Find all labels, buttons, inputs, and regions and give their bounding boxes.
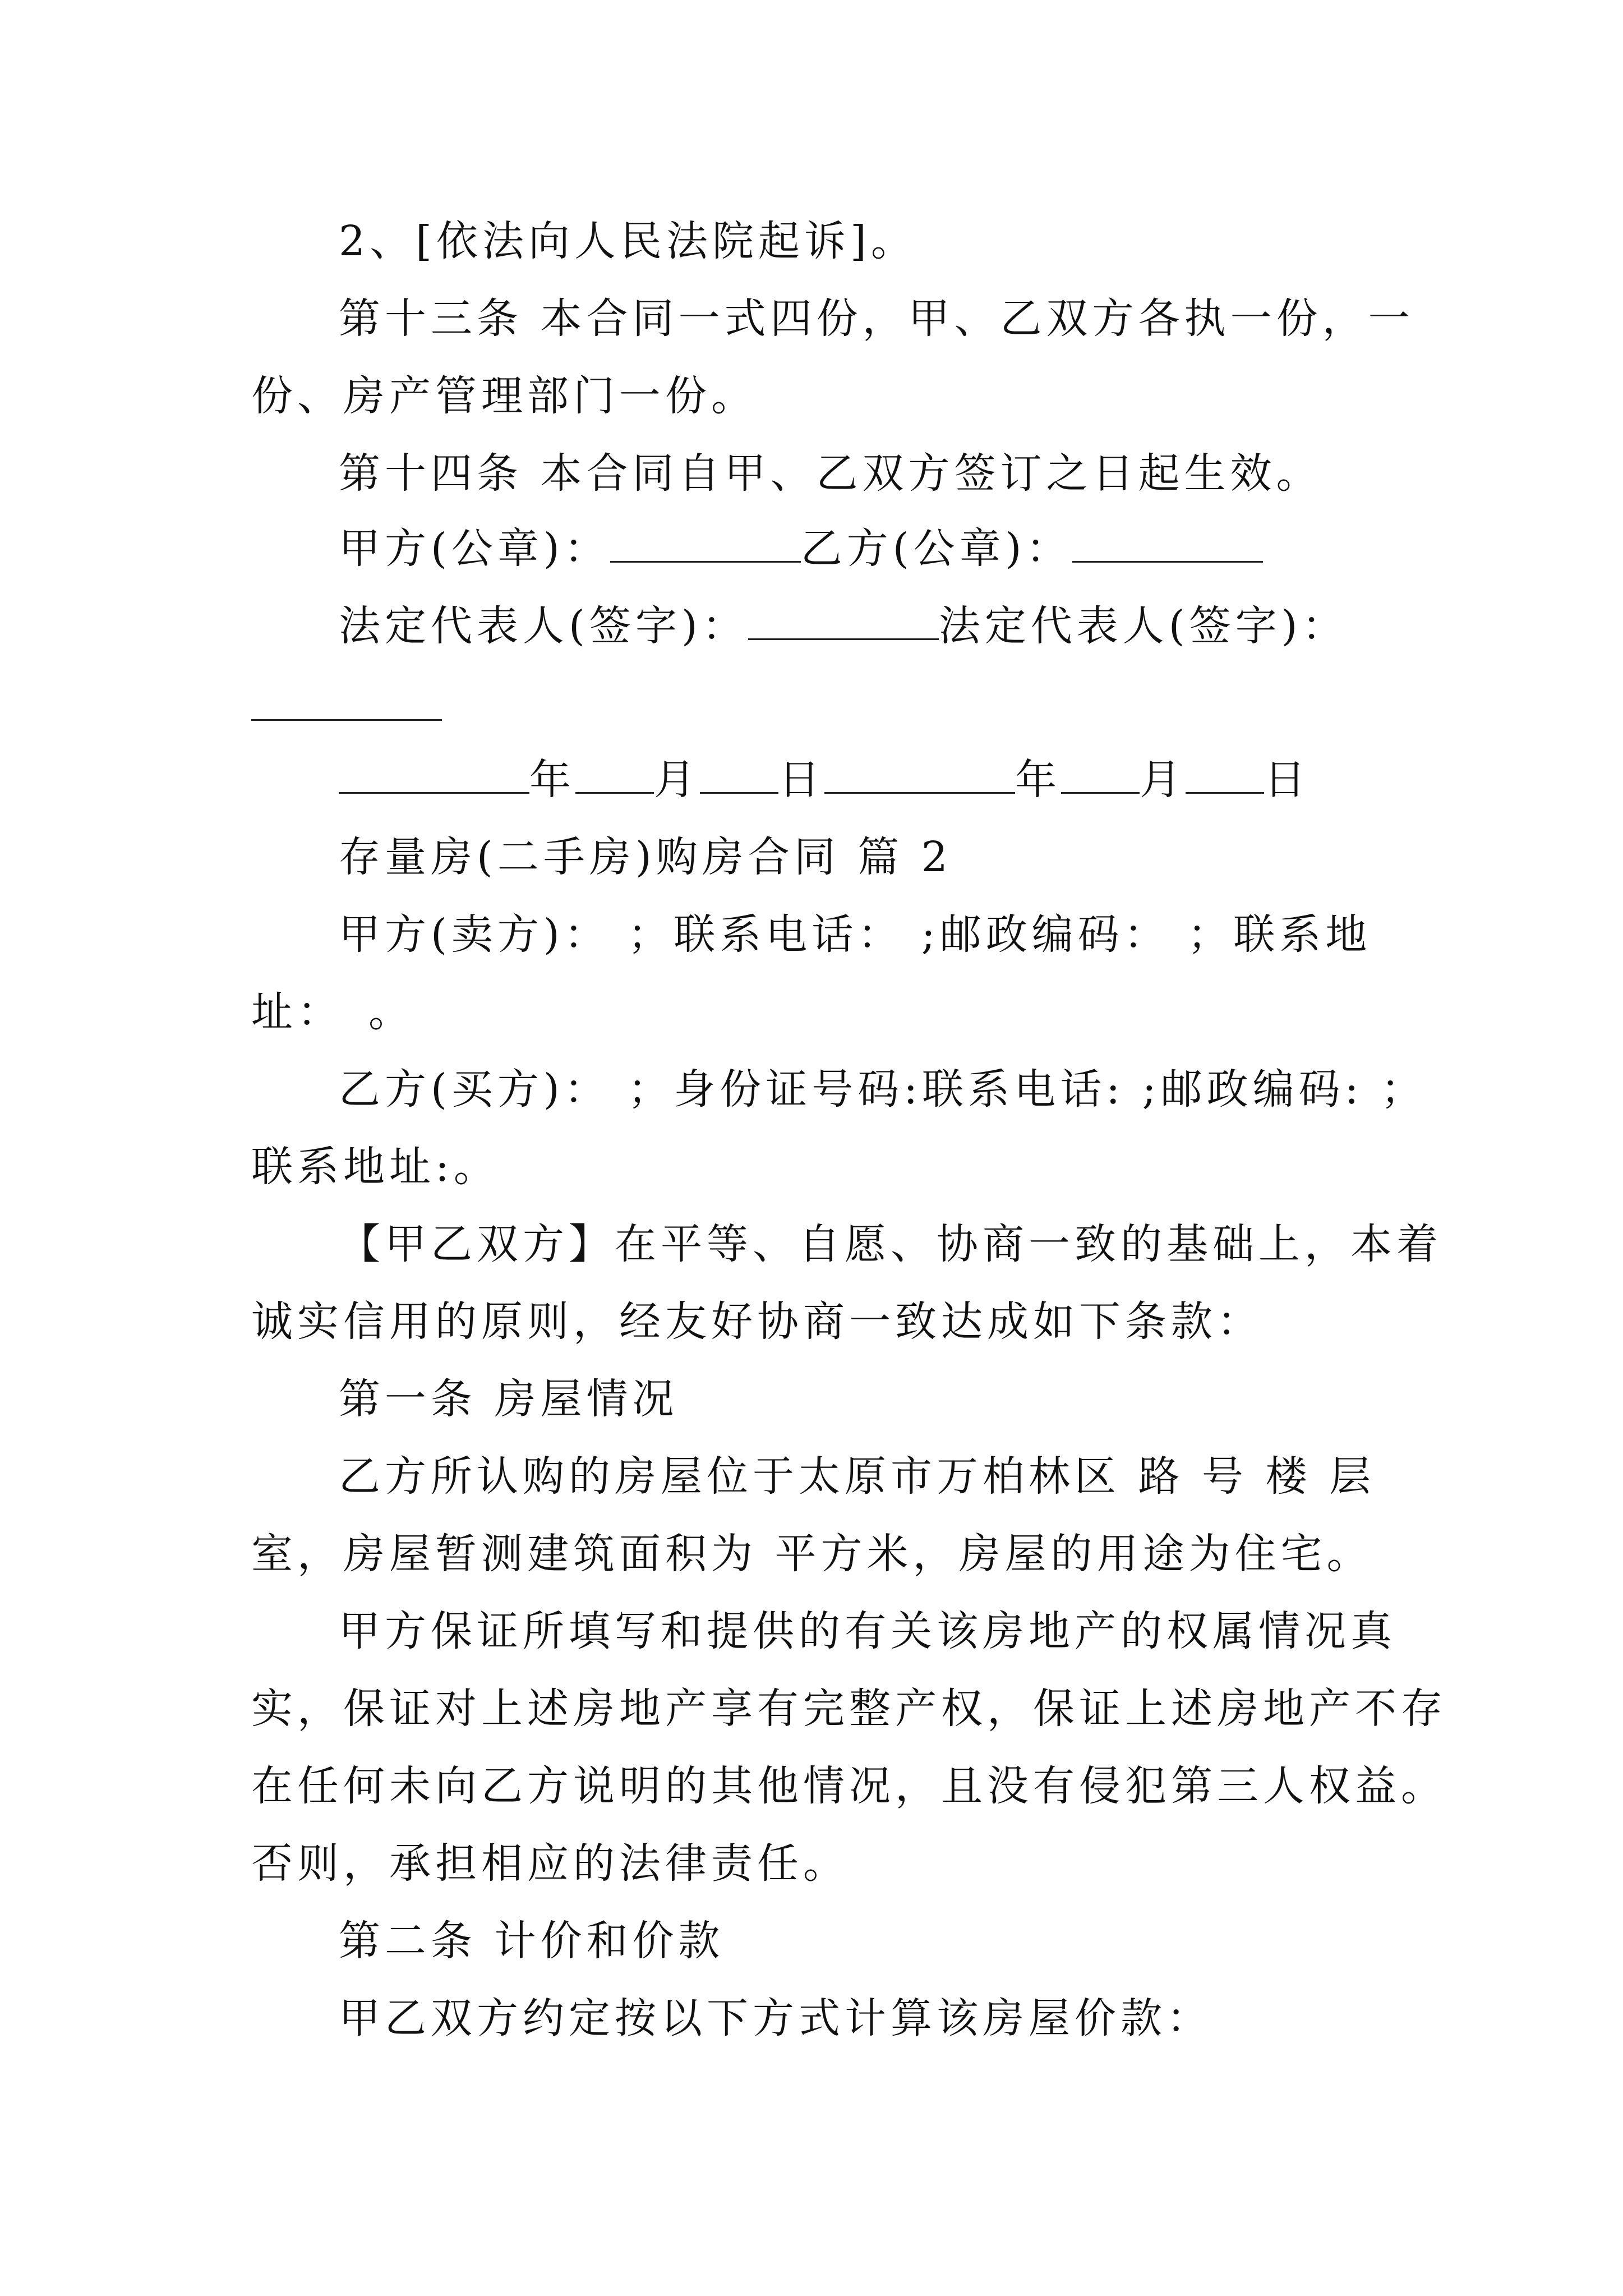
clause-12-item-2: 2、[依法向人民法院起诉]。 [339,217,917,265]
article-2-heading: 第二条 计价和价款 [339,1917,725,1965]
article-1-para-1-line-1: 乙方所认购的房屋位于太原市万柏林区 路 号 楼 层 [339,1452,1376,1501]
month-a-blank [575,753,654,794]
clause-13-line-1: 第十三条 本合同一式四份，甲、乙双方各执一份，一 [339,295,1414,343]
party-a-seal-blank [610,522,801,563]
day-a-label: 日 [778,756,824,804]
clause-14: 第十四条 本合同自甲、乙双方签订之日起生效。 [339,449,1322,498]
day-a-blank [700,753,778,794]
preamble-line-2: 诚实信用的原则，经友好协商一致达成如下条款： [251,1297,1263,1346]
legal-rep-a-label: 法定代表人(签字)： [339,602,748,650]
year-b-label: 年 [1015,756,1061,804]
article-1-heading: 第一条 房屋情况 [339,1375,679,1423]
preamble-line-1: 【甲乙双方】在平等、自愿、协商一致的基础上，本着 [339,1220,1442,1268]
seal-line [339,521,1263,577]
party-a-info-line-2: 址： 。 [251,988,414,1036]
party-b-info-line-1: 乙方(买方)： ；身份证号码:联系电话: ;邮政编码: ； [339,1065,1427,1114]
article-1-para-2-line-2: 实，保证对上述房地产享有完整产权，保证上述房地产不存 [251,1685,1447,1733]
year-a-blank [339,753,529,794]
legal-rep-b-label: 法定代表人(签字)： [938,602,1348,650]
article-2-para-1: 甲乙双方约定按以下方式计算该房屋价款： [339,1994,1212,2042]
legal-rep-line [339,598,1348,654]
party-a-info-line-1: 甲方(卖方)： ；联系电话： ;邮政编码： ；联系地 [339,910,1372,959]
party-a-seal-label: 甲方(公章)： [339,524,610,573]
party-b-seal-label: 乙方(公章)： [800,524,1072,573]
year-a-label: 年 [529,756,575,804]
article-1-para-2-line-4: 否则，承担相应的法律责任。 [251,1839,849,1888]
day-b-label: 日 [1264,756,1310,804]
party-b-info-line-2: 联系地址:。 [251,1143,500,1191]
year-b-blank [824,753,1015,794]
article-1-para-2-line-3: 在任何未向乙方说明的其他情况，且没有侵犯第三人权益。 [251,1762,1447,1810]
month-b-blank [1061,753,1140,794]
party-b-seal-blank [1072,522,1263,563]
day-b-blank [1186,753,1264,794]
contract-heading: 存量房(二手房)购房合同 篇 2 [339,833,952,881]
month-b-label: 月 [1140,756,1186,804]
article-1-para-2-line-1: 甲方保证所填写和提供的有关该房地产的权属情况真 [339,1607,1396,1655]
article-1-para-1-line-2: 室，房屋暂测建筑面积为 平方米，房屋的用途为住宅。 [251,1530,1373,1578]
legal-rep-b-blank [251,719,442,721]
date-line [339,752,1310,808]
legal-rep-a-blank [748,599,939,640]
clause-13-line-2: 份、房产管理部门一份。 [251,372,757,420]
month-a-label: 月 [654,756,700,804]
